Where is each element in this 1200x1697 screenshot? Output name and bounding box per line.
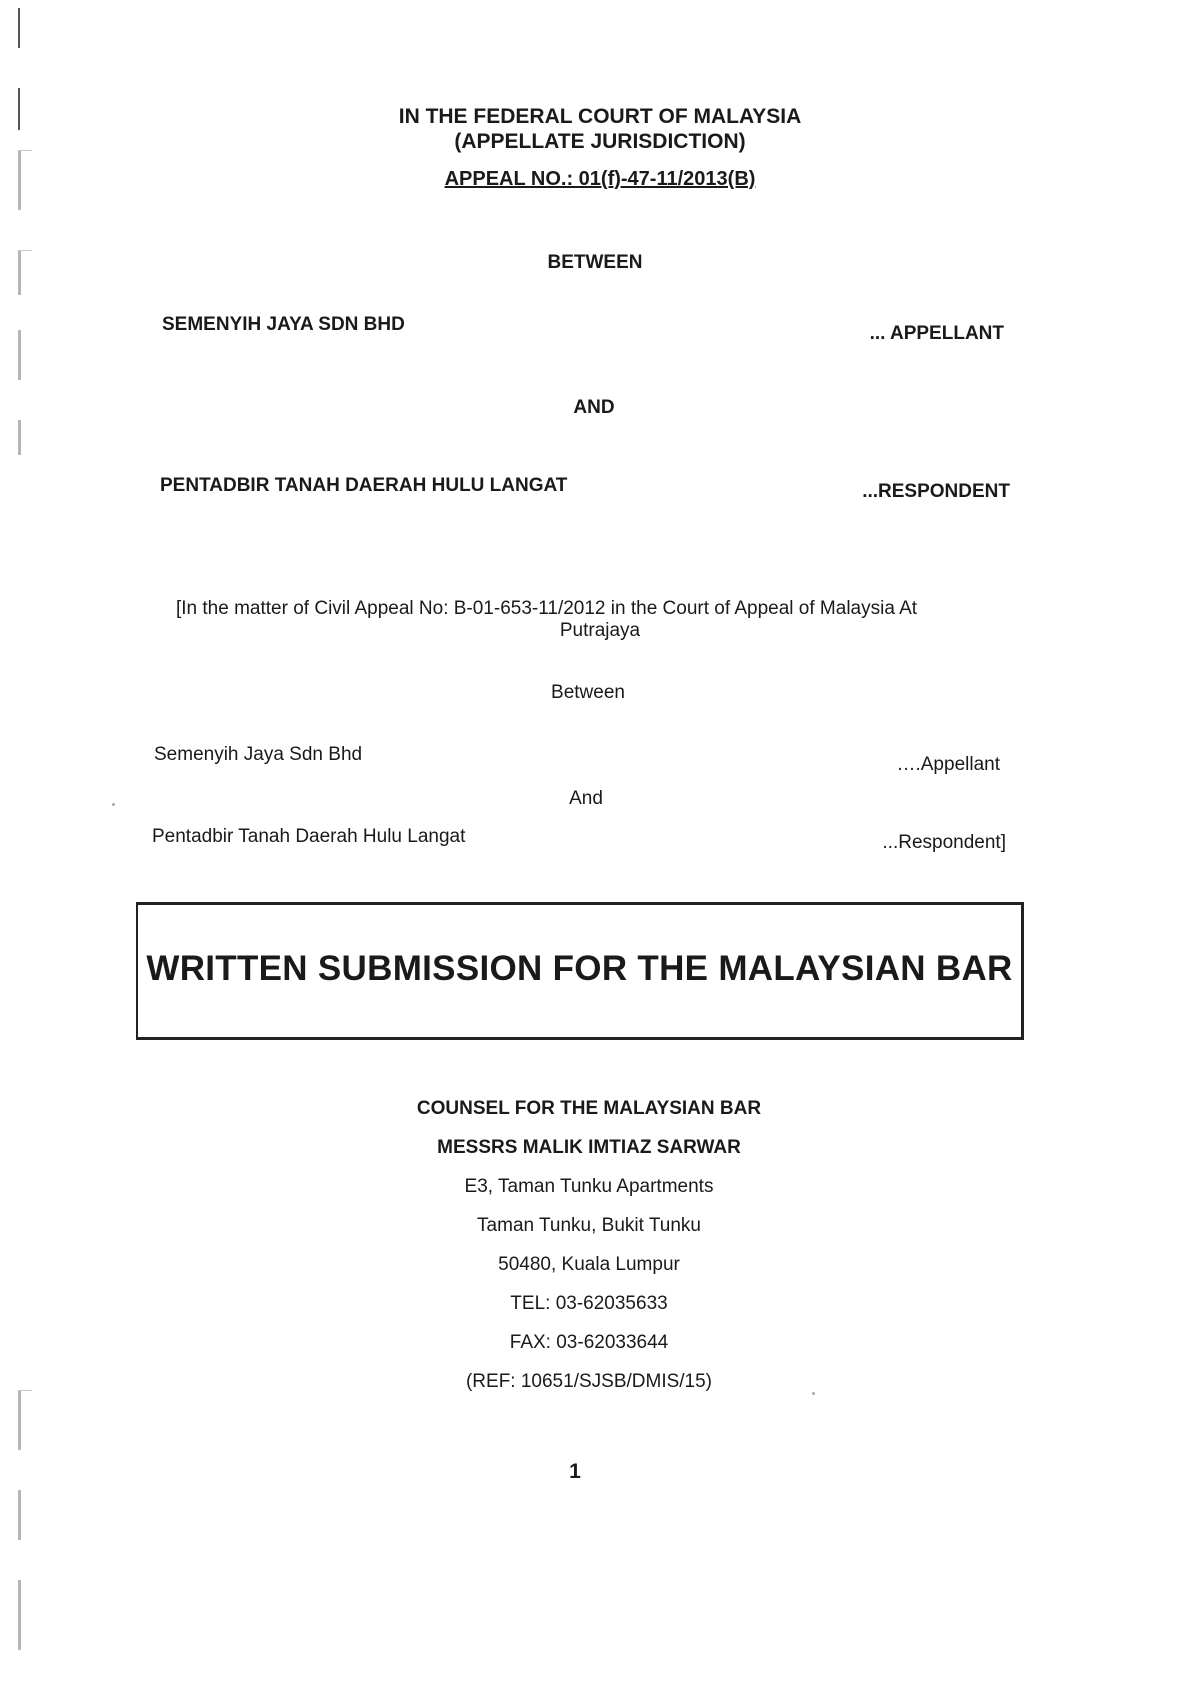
counsel-fax: FAX: 03-62033644: [509, 1332, 669, 1353]
matter-respondent-role: ...Respondent]: [882, 832, 1006, 853]
counsel-address-1: E3, Taman Tunku Apartments: [464, 1176, 714, 1197]
matter-line-1: [In the matter of Civil Appeal No: B-01-653-11/2012 in the Court of Appeal of Malaysia At: [176, 598, 918, 619]
matter-between-label: Between: [551, 682, 625, 703]
jurisdiction-line: (APPELLATE JURISDICTION): [454, 130, 746, 153]
scan-edge-mark: [18, 1490, 21, 1540]
matter-respondent-name: Pentadbir Tanah Daerah Hulu Langat: [152, 826, 466, 847]
appellant-role: ... APPELLANT: [869, 323, 1004, 344]
appellant-name: SEMENYIH JAYA SDN BHD: [162, 314, 405, 335]
respondent-name: PENTADBIR TANAH DAERAH HULU LANGAT: [160, 475, 568, 496]
submission-title: WRITTEN SUBMISSION FOR THE MALAYSIAN BAR: [146, 949, 1013, 988]
scan-edge-mark: [18, 420, 21, 455]
respondent-role: ...RESPONDENT: [862, 481, 1010, 502]
matter-appellant-name: Semenyih Jaya Sdn Bhd: [154, 744, 363, 765]
counsel-address-2: Taman Tunku, Bukit Tunku: [477, 1215, 701, 1236]
matter-and-label: And: [569, 788, 603, 809]
scan-edge-mark: [18, 8, 20, 48]
counsel-firm: MESSRS MALIK IMTIAZ SARWAR: [437, 1137, 741, 1158]
scan-edge-mark: [18, 1580, 21, 1650]
and-label: AND: [573, 397, 615, 418]
court-line: IN THE FEDERAL COURT OF MALAYSIA: [398, 105, 802, 128]
court-heading: [0, 104, 1200, 154]
submission-title-box: [136, 902, 1024, 1040]
scan-edge-mark: [18, 1390, 21, 1450]
counsel-heading: COUNSEL FOR THE MALAYSIAN BAR: [416, 1098, 762, 1119]
matter-appellant-role: ….Appellant: [896, 754, 1000, 775]
between-label: BETWEEN: [547, 252, 643, 273]
counsel-tel: TEL: 03-62035633: [510, 1293, 668, 1314]
appeal-number-text: APPEAL NO.: 01(f)-47-11/2013(B): [444, 168, 756, 190]
page-number: 1: [569, 1460, 581, 1483]
matter-line-2: Putrajaya: [559, 620, 641, 641]
counsel-ref: (REF: 10651/SJSB/DMIS/15): [465, 1371, 713, 1392]
scan-edge-mark: [18, 330, 21, 380]
appeal-number: [0, 168, 1200, 191]
counsel-address-3: 50480, Kuala Lumpur: [498, 1254, 680, 1275]
scan-edge-tick: [18, 250, 32, 251]
